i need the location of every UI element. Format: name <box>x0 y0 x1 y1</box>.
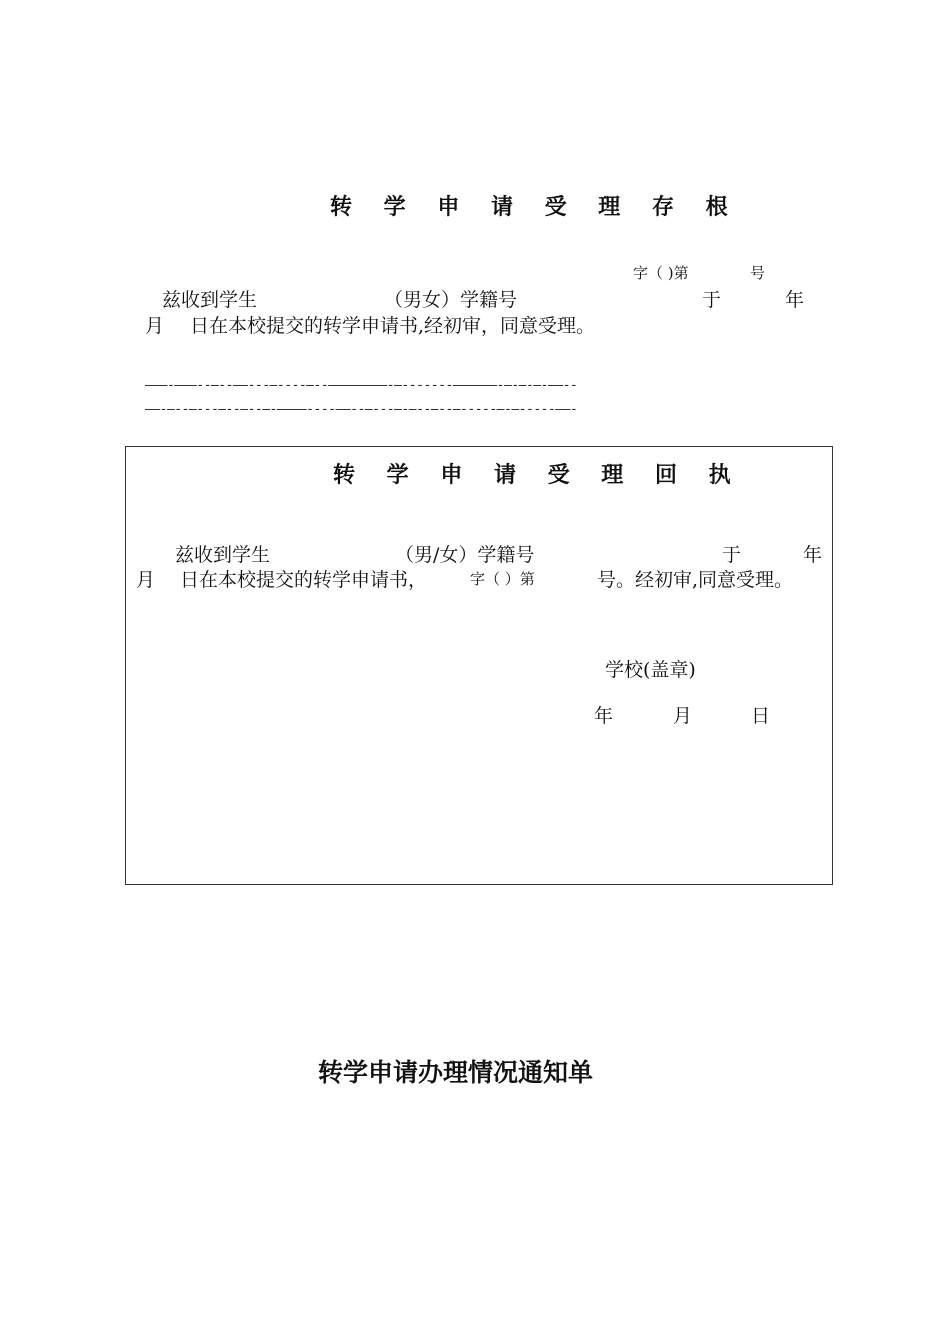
receipt-line1-year: 年 <box>803 544 823 566</box>
receipt-line2-tail: 号。经初审,同意受理。 <box>597 569 794 591</box>
receipt-line1-lead: 兹收到学生 <box>175 544 271 566</box>
cut-line-row-2: ——-—--—---—--—--—-————----——--—---—-—--—--—-----—-—-----——- <box>145 402 578 417</box>
stub-doc-number-zi: 字（ )第 <box>633 264 689 282</box>
cut-line-row-1: ———-———--—--——---—----—--————————-—-------——————-—-—-—-——-- <box>145 378 578 393</box>
stub-line2-month: 月 <box>145 315 165 337</box>
receipt-date-day: 日 <box>751 705 771 727</box>
receipt-line2-zi: 字（ ）第 <box>470 570 535 588</box>
receipt-date-month: 月 <box>673 705 693 727</box>
stub-title: 转 学 申 请 受 理 存 根 <box>330 195 740 220</box>
receipt-line1-yu: 于 <box>722 544 742 566</box>
receipt-title: 转 学 申 请 受 理 回 执 <box>333 463 743 488</box>
stub-doc-number-hao: 号 <box>750 264 766 282</box>
receipt-date-year: 年 <box>594 705 614 727</box>
stub-line1-gender: （男女）学籍号 <box>384 289 518 311</box>
stub-line1-lead: 兹收到学生 <box>162 289 258 311</box>
receipt-line1-gender: （男/女）学籍号 <box>395 544 535 566</box>
receipt-box <box>125 446 833 885</box>
receipt-line2-month: 月 <box>136 569 156 591</box>
stub-line1-yu: 于 <box>702 289 722 311</box>
receipt-line2-text: 日在本校提交的转学申请书， <box>180 569 428 591</box>
receipt-school-seal: 学校(盖章) <box>605 659 696 681</box>
stub-line1-year: 年 <box>785 289 805 311</box>
stub-line2-text: 日在本校提交的转学申请书,经初审，同意受理。 <box>190 315 596 337</box>
notice-title: 转学申请办理情况通知单 <box>318 1058 594 1087</box>
